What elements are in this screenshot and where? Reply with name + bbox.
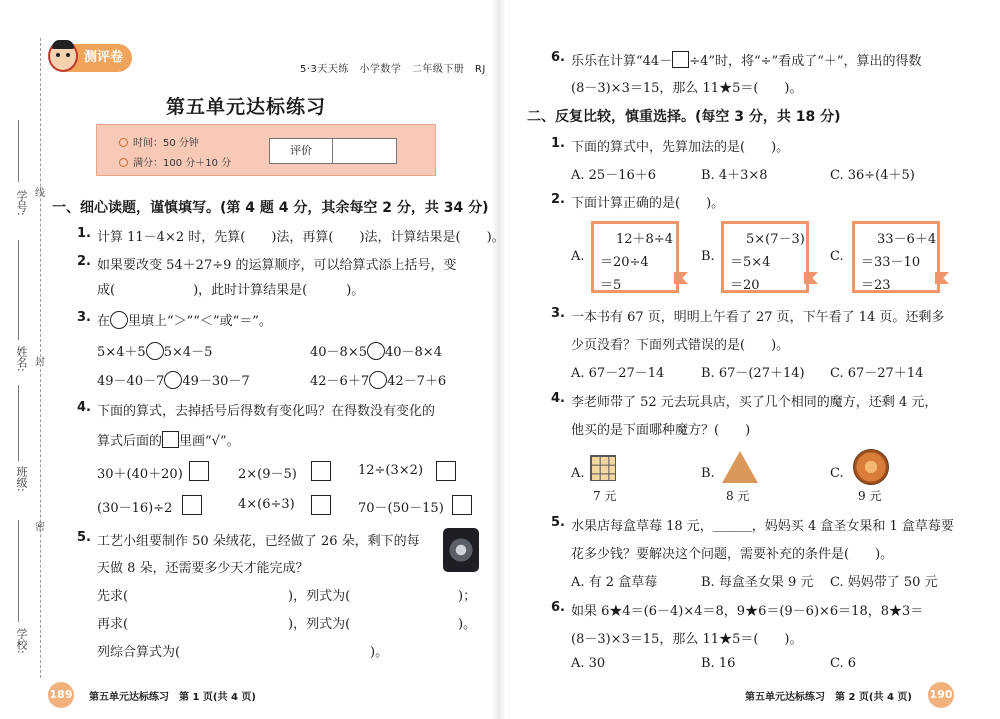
q6-fill-number: 6. (551, 50, 565, 65)
seal-mi-mark: 密 (35, 522, 45, 533)
student-number-line (18, 120, 19, 182)
megaminx-icon (853, 449, 889, 485)
q4-expr-1: 30＋(40＋20) (97, 467, 183, 482)
score-text: 满分：100 分＋10 分 (133, 158, 232, 169)
answer-box[interactable] (182, 495, 202, 515)
circle-icon (110, 311, 128, 329)
mc-q5-option-b[interactable]: B. 每盒圣女果 9 元 (701, 575, 814, 590)
calc-box-b: 5×(7－3) ＝5×4 ＝20 (721, 221, 809, 293)
mc-q4-number: 4. (551, 391, 565, 406)
mc-q2-number: 2. (551, 192, 565, 207)
q4-expr-6: 70－(50－15) (358, 501, 444, 516)
page-number-left: 189 (48, 682, 74, 708)
q3-expr-4: 42－6＋7 42－7＋6 (310, 370, 446, 389)
section-2-heading: 二、反复比较，慎重选择。(每空 3 分，共 18 分) (527, 109, 841, 125)
pyramid-price: 8 元 (726, 489, 750, 503)
q4-expr-2: 2×(9－5) (238, 467, 297, 482)
mc-q2-option-c[interactable]: C. (830, 249, 844, 264)
evaluation-label: 评价 (270, 139, 333, 163)
mc-q6-number: 6. (551, 600, 565, 615)
student-number-label: 学号: (15, 190, 28, 216)
mc-q4-option-c[interactable]: C. (830, 466, 844, 481)
time-row (119, 134, 199, 149)
mc-q5-text-line1: 水果店每盒草莓 18 元，＿＿＿，妈妈买 4 盒圣女果和 1 盒草莓要 (571, 519, 954, 534)
mc-q1-option-b[interactable]: B. 4＋3×8 (701, 168, 768, 183)
seal-feng-mark: 封 (35, 357, 45, 368)
q5-first-label: 先求( (97, 589, 129, 604)
mc-q1-text: 下面的算式中，先算加法的是( )。 (571, 140, 790, 155)
section-1-heading: 一、细心读题，谨慎填写。(第 4 题 4 分，其余每空 2 分，共 34 分) (52, 200, 489, 216)
q2-text-line1: 如果要改变 54＋27÷9 的运算顺序，可以给算式添上括号，变 (97, 258, 457, 273)
page-title: 第五单元达标练习 (165, 96, 326, 118)
q5-then-label: 再求( (97, 617, 129, 632)
ribbon-icon (804, 272, 818, 284)
q5-first-end: )； (458, 589, 477, 604)
mc-q5-option-a[interactable]: A. 有 2 盒草莓 (571, 575, 658, 590)
cube-price: 7 元 (593, 489, 617, 503)
book-info: 5·3天天练 小学数学 二年级下册 RJ (300, 64, 486, 75)
score-row (119, 154, 231, 169)
mc-q2-option-b[interactable]: B. (701, 249, 715, 264)
mc-q3-number: 3. (551, 306, 565, 321)
calc-box-a: 12＋8÷4 ＝20÷4 ＝5 (591, 221, 679, 293)
q6-fill-line1: 乐乐在计算“44－ ÷4”时，将“÷”看成了“＋”，算出的得数 (571, 50, 922, 69)
q3-number: 3. (77, 310, 91, 325)
answer-circle[interactable] (146, 342, 164, 360)
q4-expr-3: 12÷(3×2) (358, 463, 424, 478)
q5-then-end: )。 (458, 617, 477, 632)
answer-circle[interactable] (367, 342, 385, 360)
q5-number: 5. (77, 530, 91, 545)
mc-q5-number: 5. (551, 515, 565, 530)
mc-q6-text-line1: 如果 6★4＝(6－4)×4＝8，9★6＝(9－6)×6＝18，8★3＝ (571, 604, 924, 619)
mc-q3-option-c[interactable]: C. 67－27＋14 (830, 366, 924, 381)
square-icon (162, 431, 179, 448)
ribbon-icon (935, 272, 949, 284)
footer-left: 第五单元达标练习 第 1 页(共 4 页) (89, 692, 256, 703)
q5-first-mid: )，列式为( (288, 589, 351, 604)
q4-expr-5: 4×(6÷3) (238, 497, 295, 512)
dodeca-price: 9 元 (858, 489, 882, 503)
clock-icon (119, 138, 128, 147)
mc-q4-text-line2: 他买的是下面哪种魔方？( ) (571, 423, 751, 438)
answer-box[interactable] (189, 461, 209, 481)
mc-q1-number: 1. (551, 136, 565, 151)
velvet-flower-image (443, 528, 479, 572)
pyraminx-icon (722, 451, 758, 483)
mc-q3-text-line2: 少页没看？下面列式错误的是( )。 (571, 338, 790, 353)
mc-q6-option-c[interactable]: C. 6 (830, 656, 857, 671)
test-badge: 测评卷 (50, 44, 132, 72)
school-label: 学校: (15, 628, 28, 654)
page-number-right: 190 (928, 682, 954, 708)
q5-text-line1: 工艺小组要制作 50 朵绒花，已经做了 26 朵，剩下的每 (97, 534, 420, 549)
mc-q1-option-c[interactable]: C. 36÷(4＋5) (830, 168, 915, 183)
q4-text-line1: 下面的算式，去掉括号后得数有变化吗？在得数没有变化的 (97, 404, 436, 419)
q3-expr-2: 40－8×5 40－8×4 (310, 341, 442, 360)
mc-q5-option-c[interactable]: C. 妈妈带了 50 元 (830, 575, 938, 590)
missing-number-box (672, 51, 689, 68)
q1-number: 1. (77, 226, 91, 241)
q3-expr-3: 49－40－7 49－30－7 (97, 370, 250, 389)
school-line (18, 520, 19, 622)
check-icon (119, 158, 128, 167)
mc-q3-option-a[interactable]: A. 67－27－14 (571, 366, 665, 381)
seal-line-mark: 线 (35, 188, 45, 199)
mc-q4-option-b[interactable]: B. (701, 466, 715, 481)
mc-q4-option-a[interactable]: A. (571, 466, 585, 481)
q4-text-line2: 算式后面的 里画“√”。 (97, 430, 240, 449)
q5-combined-end: )。 (370, 645, 389, 660)
mc-q4-text-line1: 李老师带了 52 元去玩具店，买了几个相同的魔方，还剩 4 元， (571, 395, 938, 410)
q5-then-mid: )，列式为( (288, 617, 351, 632)
class-label: 班级: (15, 466, 28, 492)
q3-text: 在 里填上“＞”“＜”或“＝”。 (97, 310, 272, 329)
mascot-icon (48, 40, 78, 72)
rubiks-cube-icon (590, 455, 616, 481)
footer-right: 第五单元达标练习 第 2 页(共 4 页) (745, 692, 912, 703)
q4-expr-4: (30－16)÷2 (97, 501, 173, 516)
name-line (18, 240, 19, 340)
q2-text-line2: 成( )，此时计算结果是( )。 (97, 283, 365, 298)
page-fold (492, 0, 506, 719)
mc-q3-option-b[interactable]: B. 67－(27＋14) (701, 366, 805, 381)
ribbon-icon (674, 272, 688, 284)
exam-info-box (96, 124, 436, 176)
answer-circle[interactable] (164, 371, 182, 389)
q5-combined-label: 列综合算式为( (97, 645, 181, 660)
mc-q2-text: 下面计算正确的是( )。 (571, 196, 725, 211)
mc-q5-text-line2: 花多少钱？要解决这个问题，需要补充的条件是( )。 (571, 547, 894, 562)
answer-box[interactable] (436, 461, 456, 481)
q3-expr-1: 5×4＋5 5×4－5 (97, 341, 212, 360)
mc-q3-text-line1: 一本书有 67 页，明明上午看了 27 页，下午看了 14 页。还剩多 (571, 310, 945, 325)
mc-q6-option-b[interactable]: B. 16 (701, 656, 736, 671)
time-text: 时间：50 分钟 (133, 138, 199, 149)
mc-q6-text-line2: (8－3)×3＝15，那么 11★5＝( )。 (571, 632, 803, 647)
q6-fill-line2: (8－3)×3＝15，那么 11★5＝( )。 (571, 81, 803, 96)
mc-q2-option-a[interactable]: A. (571, 249, 585, 264)
answer-box[interactable] (311, 461, 331, 481)
q1-text: 计算 11－4×2 时，先算( )法，再算( )法，计算结果是( )。 (97, 230, 505, 245)
calc-box-c: 33－6＋4 ＝33－10 ＝23 (852, 221, 940, 293)
evaluation-box (269, 138, 397, 164)
mc-q6-option-a[interactable]: A. 30 (571, 656, 606, 671)
mc-q1-option-a[interactable]: A. 25－16＋6 (571, 168, 657, 183)
answer-box[interactable] (311, 495, 331, 515)
q2-number: 2. (77, 254, 91, 269)
q5-text-line2: 天做 8 朵，还需要多少天才能完成？ (97, 561, 309, 576)
class-line (18, 385, 19, 461)
answer-box[interactable] (452, 495, 472, 515)
name-label: 姓名: (15, 346, 28, 372)
answer-circle[interactable] (369, 371, 387, 389)
q4-number: 4. (77, 400, 91, 415)
